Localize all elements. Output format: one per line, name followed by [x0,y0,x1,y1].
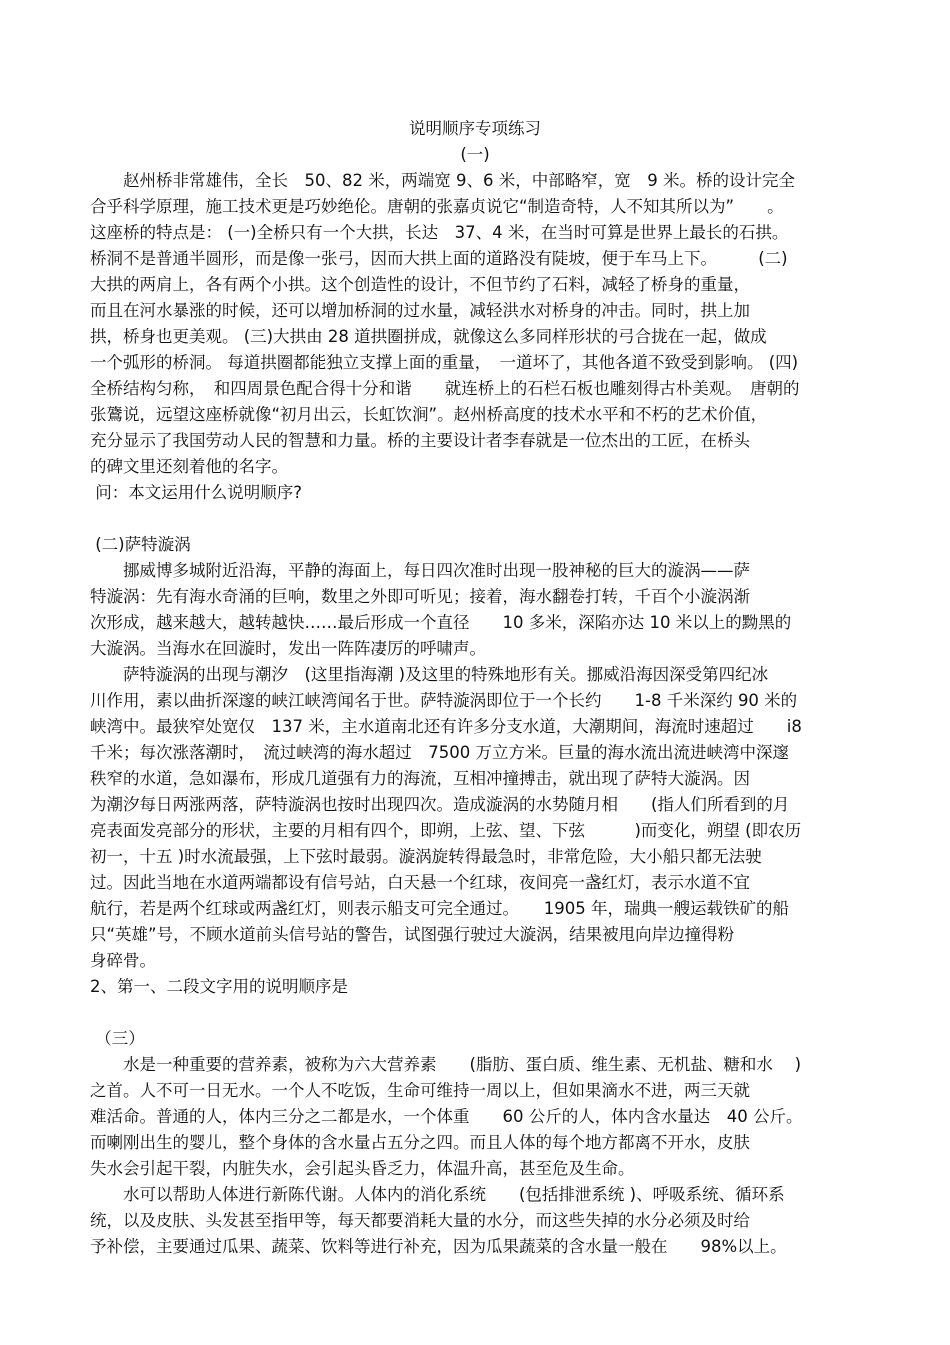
section-1-line: 拱，桥身也更美观。 (三)大拱由 28 道拱圈拼成，就像这么多同样形状的弓合拢在一起，做成 [90,327,767,346]
question-1: 问：本文运用什么说明顺序? [90,483,303,502]
section-2-line: 只“英雄”号，不顾水道前头信号站的警告，试图强行驶过大漩涡，结果被甩向岸边撞得粉 [90,925,735,944]
page-title: 说明顺序专项练习 [409,119,541,138]
section-3-line: 水是一种重要的营养素，被称为六大营养素 (脂肪、蛋白质、维生素、无机盐、糖和水 ) [90,1055,802,1074]
section-2-heading: (二)萨特漩涡 [90,535,191,554]
section-2-line: 川作用，素以曲折深邃的峡江峡湾闻名于世。萨特漩涡即位于一个长约 1-8 千米深约 90 米的 [90,691,798,710]
section-1-line: 而且在河水暴涨的时候，还可以增加桥洞的过水量，减轻洪水对桥身的冲击。同时，拱上加 [90,301,750,320]
section-3-line: 失水会引起干裂，内脏失水，会引起头昏乏力，体温升高，甚至危及生命。 [90,1159,635,1178]
section-1-line: 合乎科学原理，施工技术更是巧妙绝伦。唐朝的张嘉贞说它“制造奇特，人不知其所以为” 。 [90,197,784,216]
section-2-line: 秩窄的水道，急如瀑布，形成几道强有力的海流，互相冲撞搏击，就出现了萨特大漩涡。因 [90,769,750,788]
section-1-line: 的碑文里还刻着他的名字。 [90,457,288,476]
section-2-line: 特漩涡：先有海水奇涌的巨响，数里之外即可听见；接着，海水翻卷打转，千百个小漩涡渐 [90,587,750,606]
section-2-line: 身碎骨。 [90,951,156,970]
section-2-line: 为潮汐每日两涨两落，萨特漩涡也按时出现四次。造成漩涡的水势随月相 (指人们所看到的月 [90,795,790,814]
section-2-line: 萨特漩涡的出现与潮汐 (这里指海潮 )及这里的特殊地形有关。挪威沿海因深受第四纪冰 [90,665,769,684]
section-3-line: 统，以及皮肤、头发甚至指甲等，每天都要消耗大量的水分，而这些失掉的水分必须及时给 [90,1211,750,1230]
section-1-line: 张鷟说，远望这座桥就像“初月出云，长虹饮涧”。赵州桥高度的技术水平和不朽的艺术价值， [90,405,768,424]
section-1-line: 桥洞不是普通半圆形，而是像一张弓，因而大拱上面的道路没有陡坡，便于车马上下。 (二) [90,249,788,268]
section-1-line: 全桥结构匀称， 和四周景色配合得十分和谐 就连桥上的石栏石板也雕刻得古朴美观。 唐朝的 [90,379,800,398]
section-2-line: 航行，若是两个红球或两盏红灯，则表示船支可完全通过。 1905 年，瑞典一艘运载铁矿的船 [90,899,789,918]
section-1-heading: (一) [460,145,490,164]
section-3-line: 之首。人不可一日无水。一个人不吃饭，生命可维持一周以上，但如果滴水不进，两三天就 [90,1081,750,1100]
section-3-line: 水可以帮助人体进行新陈代谢。人体内的消化系统 (包括排泄系统 )、呼吸系统、循环系 [90,1185,785,1204]
section-3-heading: （三） [90,1029,145,1048]
section-2-line: 过。因此当地在水道两端都设有信号站，白天悬一个红球，夜间亮一盏红灯，表示水道不宜 [90,873,750,892]
section-2-line: 大漩涡。当海水在回漩时，发出一阵阵凄厉的呼啸声。 [90,639,486,658]
section-1-line: 充分显示了我国劳动人民的智慧和力量。桥的主要设计者李春就是一位杰出的工匠，在桥头 [90,431,750,450]
question-2: 2、第一、二段文字用的说明顺序是 [90,977,348,996]
section-2-line: 挪威博多城附近沿海，平静的海面上，每日四次准时出现一股神秘的巨大的漩涡——萨 [90,561,750,580]
section-2-line: 千米；每次涨落潮时， 流过峡湾的海水超过 7500 万立方米。巨量的海水流出流进峡湾中深邃 [90,743,789,762]
section-3-line: 而喇刚出生的婴儿，整个身体的含水量占五分之四。而且人体的每个地方都离不开水，皮肤 [90,1133,750,1152]
section-2-line: 峡湾中。最狭窄处宽仅 137 米，主水道南北还有许多分支水道，大潮期间，海流时速超过 i8 [90,717,802,736]
section-3-line: 难活命。普通的人，体内三分之二都是水，一个体重 60 公斤的人，体内含水量达 40 公斤。 [90,1107,803,1126]
section-1-line: 大拱的两肩上，各有两个小拱。这个创造性的设计，不但节约了石料，减轻了桥身的重量， [90,275,750,294]
section-2-line: 亮表面发亮部分的形状，主要的月相有四个，即朔，上弦、望、下弦 )而变化，朔望 (即农历 [90,821,802,840]
section-1-line: 这座桥的特点是： (一)全桥只有一个大拱，长达 37、4 米，在当时可算是世界上最长的石拱。 [90,223,789,242]
section-3-line: 予补偿，主要通过瓜果、蔬菜、饮料等进行补充，因为瓜果蔬菜的含水量一般在 98%以上。 [90,1237,787,1256]
section-1-line: 赵州桥非常雄伟，全长 50、82 米，两端宽 9、6 米，中部略窄，宽 9 米。桥的设计完全 [90,171,795,190]
section-2-line: 初一，十五 )时水流最强，上下弦时最弱。漩涡旋转得最急时，非常危险，大小船只都无法驶 [90,847,762,866]
section-1-line: 一个弧形的桥洞。 每道拱圈都能独立支撑上面的重量， 一道坏了，其他各道不致受到影响。 (四) [90,353,799,372]
section-2-line: 次形成，越来越大，越转越快……最后形成一个直径 10 多米，深陷亦达 10 米以上的黝黑的 [90,613,792,632]
